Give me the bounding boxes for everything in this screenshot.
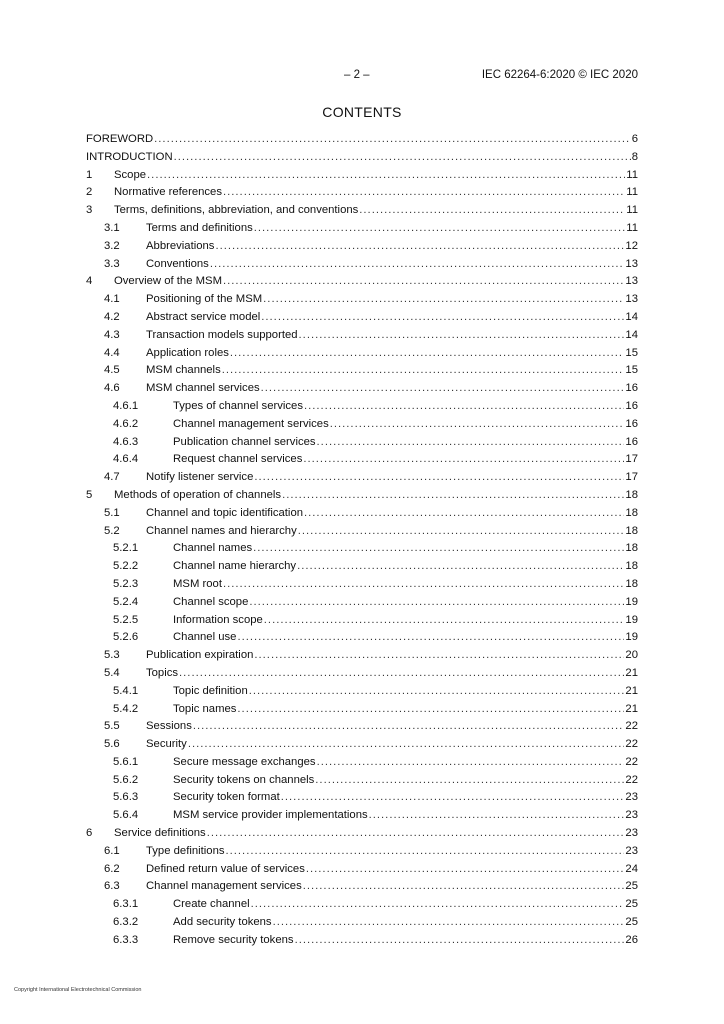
toc-entry-page: 19	[625, 595, 638, 608]
toc-entry-number: 5.2.1	[113, 542, 139, 555]
toc-entry-title: MSM channel services	[146, 382, 260, 395]
toc-entry-page: 19	[625, 613, 638, 626]
toc-entry-title: Channel name hierarchy	[173, 560, 297, 573]
toc-entry[interactable]	[86, 683, 638, 701]
dot-leader	[210, 256, 625, 274]
toc-entry-number: 3.3	[104, 257, 120, 270]
table-of-contents	[86, 131, 638, 950]
dot-leader	[261, 380, 625, 398]
toc-entry-page: 22	[625, 738, 638, 751]
toc-entry[interactable]	[86, 273, 638, 291]
dot-leader	[254, 647, 624, 665]
toc-entry-title: Abstract service model	[146, 310, 261, 323]
dot-leader	[179, 665, 624, 683]
toc-entry-page: 25	[625, 898, 638, 911]
toc-entry-title: Publication expiration	[146, 649, 254, 662]
toc-entry[interactable]	[86, 327, 638, 345]
toc-entry[interactable]	[86, 398, 638, 416]
toc-entry-title: Conventions	[146, 257, 209, 270]
toc-entry[interactable]	[86, 558, 638, 576]
dot-leader	[264, 612, 625, 630]
dot-leader	[303, 878, 625, 896]
toc-entry-page: 25	[625, 916, 638, 929]
toc-entry-number: 2	[86, 186, 93, 199]
toc-entry[interactable]	[86, 736, 638, 754]
toc-entry-number: 5.3	[104, 649, 120, 662]
toc-entry-page: 23	[625, 809, 638, 822]
toc-entry-page: 24	[625, 862, 638, 875]
toc-entry-title: FOREWORD	[86, 133, 154, 145]
toc-entry-page: 21	[625, 666, 638, 679]
toc-entry-number: 5.4	[104, 666, 120, 679]
toc-entry-title: Channel names and hierarchy	[146, 524, 297, 537]
toc-entry[interactable]	[86, 434, 638, 452]
toc-entry-title: Application roles	[146, 346, 229, 359]
dot-leader	[249, 683, 625, 701]
toc-entry[interactable]	[86, 149, 638, 167]
toc-entry-page: 18	[625, 560, 638, 573]
dot-leader	[207, 825, 625, 843]
toc-entry[interactable]	[86, 523, 638, 541]
dot-leader	[215, 238, 624, 256]
dot-leader	[223, 576, 624, 594]
toc-entry-number: 5.6.1	[113, 755, 139, 768]
toc-entry-number: 5.4.2	[113, 702, 139, 715]
toc-entry-page: 14	[625, 328, 638, 341]
toc-entry[interactable]	[86, 451, 638, 469]
toc-entry-number: 5.6.4	[113, 809, 139, 822]
toc-entry-title: Abbreviations	[146, 239, 215, 252]
dot-leader	[330, 416, 625, 434]
dot-leader	[223, 273, 624, 291]
toc-entry-title: Terms and definitions	[146, 221, 253, 234]
toc-entry-page: 22	[625, 720, 638, 733]
toc-entry[interactable]	[86, 932, 638, 950]
dot-leader	[253, 540, 624, 558]
toc-entry-title: Type definitions	[146, 844, 225, 857]
toc-entry-number: 5.2.6	[113, 631, 139, 644]
toc-entry-title: Topic names	[173, 702, 237, 715]
dot-leader	[303, 451, 624, 469]
toc-entry-title: Request channel services	[173, 453, 303, 466]
toc-entry-title: Channel names	[173, 542, 253, 555]
dot-leader	[254, 220, 626, 238]
toc-entry-page: 18	[625, 542, 638, 555]
toc-entry-number: 6.3.2	[113, 916, 139, 929]
toc-entry-page: 18	[625, 488, 638, 501]
toc-entry[interactable]	[86, 362, 638, 380]
toc-entry-page: 21	[625, 684, 638, 697]
dot-leader	[281, 789, 625, 807]
toc-entry-title: Terms, definitions, abbreviation, and conventions	[114, 204, 359, 217]
toc-entry[interactable]	[86, 416, 638, 434]
dot-leader	[254, 469, 624, 487]
toc-entry[interactable]	[86, 594, 638, 612]
toc-entry-page: 11	[626, 168, 638, 181]
dot-leader	[299, 327, 625, 345]
dot-leader	[223, 184, 625, 202]
toc-entry-number: 4.3	[104, 328, 120, 341]
dot-leader	[251, 896, 625, 914]
toc-entry[interactable]	[86, 380, 638, 398]
toc-entry[interactable]	[86, 647, 638, 665]
dot-leader	[263, 291, 624, 309]
toc-entry-title: Publication channel services	[173, 435, 316, 448]
toc-entry-page: 25	[625, 880, 638, 893]
toc-entry-number: 3	[86, 204, 93, 217]
toc-entry-title: Topics	[146, 666, 179, 679]
toc-entry-title: Positioning of the MSM	[146, 293, 263, 306]
toc-entry-page: 16	[625, 417, 638, 430]
toc-entry-title: Defined return value of services	[146, 862, 305, 875]
toc-entry-title: MSM service provider implementations	[173, 809, 368, 822]
toc-entry-page: 14	[625, 310, 638, 323]
toc-entry-number: 4.1	[104, 293, 120, 306]
toc-entry[interactable]	[86, 345, 638, 363]
dot-leader	[273, 914, 625, 932]
toc-entry-page: 20	[625, 649, 638, 662]
toc-entry-number: 4.5	[104, 364, 120, 377]
dot-leader	[249, 594, 624, 612]
toc-entry-number: 4.6.3	[113, 435, 139, 448]
toc-entry[interactable]	[86, 309, 638, 327]
toc-entry-page: 16	[625, 399, 638, 412]
dot-leader	[154, 131, 631, 149]
toc-entry-number: 4.6.2	[113, 417, 139, 430]
page-number: – 2 –	[344, 69, 370, 81]
toc-entry-page: 15	[625, 364, 638, 377]
toc-entry-page: 17	[625, 471, 638, 484]
toc-entry-title: Methods of operation of channels	[114, 488, 282, 501]
dot-leader	[315, 772, 624, 790]
toc-entry-title: Security token format	[173, 791, 280, 804]
toc-entry[interactable]	[86, 256, 638, 274]
toc-entry-title: MSM root	[173, 577, 222, 590]
toc-entry-number: 5.5	[104, 720, 120, 733]
toc-entry[interactable]	[86, 772, 638, 790]
toc-entry-page: 8	[631, 150, 638, 163]
toc-entry-page: 19	[625, 631, 638, 644]
toc-entry-title: Normative references	[114, 186, 222, 199]
toc-entry-page: 13	[625, 257, 638, 270]
toc-entry[interactable]	[86, 914, 638, 932]
dot-leader	[304, 398, 624, 416]
toc-entry-number: 5.2.3	[113, 577, 139, 590]
toc-entry-number: 5.2.4	[113, 595, 139, 608]
toc-entry[interactable]	[86, 469, 638, 487]
toc-entry-number: 6.3	[104, 880, 120, 893]
toc-entry[interactable]	[86, 487, 638, 505]
toc-entry-number: 1	[86, 168, 93, 181]
toc-entry-number: 5.2.2	[113, 560, 139, 573]
toc-entry-number: 6.2	[104, 862, 120, 875]
toc-entry[interactable]	[86, 612, 638, 630]
document-identifier: IEC 62264-6:2020 © IEC 2020	[481, 69, 638, 81]
toc-entry-page: 18	[625, 577, 638, 590]
toc-entry-page: 26	[625, 933, 638, 946]
dot-leader	[193, 718, 625, 736]
toc-entry-page: 21	[625, 702, 638, 715]
toc-entry-page: 23	[625, 791, 638, 804]
toc-entry[interactable]	[86, 789, 638, 807]
toc-entry-number: 4.2	[104, 310, 120, 323]
toc-entry[interactable]	[86, 131, 638, 149]
toc-entry-number: 5.6.2	[113, 773, 139, 786]
toc-entry-title: Channel use	[173, 631, 237, 644]
toc-entry[interactable]	[86, 202, 638, 220]
toc-entry-title: Add security tokens	[173, 916, 272, 929]
toc-entry-page: 18	[625, 506, 638, 519]
toc-entry[interactable]	[86, 238, 638, 256]
dot-leader	[317, 754, 625, 772]
toc-entry-page: 11	[626, 204, 638, 217]
dot-leader	[298, 523, 625, 541]
toc-entry-number: 5.6.3	[113, 791, 139, 804]
dot-leader	[261, 309, 624, 327]
dot-leader	[174, 149, 631, 167]
toc-entry[interactable]	[86, 825, 638, 843]
dot-leader	[226, 843, 625, 861]
dot-leader	[359, 202, 625, 220]
toc-entry-number: 4.6.4	[113, 453, 139, 466]
copyright-footer: Copyright International Electrotechnical Commission	[14, 987, 142, 993]
toc-entry-page: 22	[625, 755, 638, 768]
toc-entry-title: INTRODUCTION	[86, 150, 173, 163]
toc-entry-page: 16	[625, 435, 638, 448]
dot-leader	[317, 434, 625, 452]
toc-entry[interactable]	[86, 718, 638, 736]
dot-leader	[230, 345, 625, 363]
toc-entry-number: 5.1	[104, 506, 120, 519]
toc-entry-title: Information scope	[173, 613, 263, 626]
toc-entry-title: Scope	[114, 168, 147, 181]
toc-entry-title: Channel management services	[146, 880, 302, 893]
toc-entry-page: 11	[626, 221, 638, 234]
toc-entry-number: 5.4.1	[113, 684, 139, 697]
toc-entry-number: 4.4	[104, 346, 120, 359]
toc-entry-title: Create channel	[173, 898, 250, 911]
dot-leader	[369, 807, 625, 825]
toc-entry-number: 4.6.1	[113, 399, 139, 412]
toc-entry-title: Security tokens on channels	[173, 773, 315, 786]
toc-entry-page: 13	[625, 293, 638, 306]
toc-entry-page: 23	[625, 844, 638, 857]
toc-entry[interactable]	[86, 701, 638, 719]
toc-entry[interactable]	[86, 861, 638, 879]
dot-leader	[237, 701, 624, 719]
toc-entry-title: Service definitions	[114, 827, 206, 840]
dot-leader	[222, 362, 625, 380]
toc-entry-page: 18	[625, 524, 638, 537]
toc-entry[interactable]	[86, 540, 638, 558]
toc-entry-number: 6	[86, 827, 93, 840]
toc-entry-number: 4	[86, 275, 93, 288]
toc-entry[interactable]	[86, 878, 638, 896]
dot-leader	[304, 505, 624, 523]
toc-entry-title: Notify listener service	[146, 471, 254, 484]
toc-entry[interactable]	[86, 220, 638, 238]
toc-entry-title: Sessions	[146, 720, 192, 733]
toc-entry-title: Channel scope	[173, 595, 249, 608]
toc-entry-number: 5.6	[104, 738, 120, 751]
toc-entry-page: 17	[625, 453, 638, 466]
toc-entry[interactable]	[86, 754, 638, 772]
toc-entry[interactable]	[86, 167, 638, 185]
toc-entry-title: Topic definition	[173, 684, 248, 697]
toc-entry-page: 11	[626, 186, 638, 199]
toc-entry-title: Transaction models supported	[146, 328, 298, 341]
toc-entry[interactable]	[86, 629, 638, 647]
toc-entry-title: Security	[146, 738, 187, 751]
toc-entry[interactable]	[86, 896, 638, 914]
toc-entry-number: 3.1	[104, 221, 120, 234]
toc-entry[interactable]	[86, 807, 638, 825]
toc-entry[interactable]	[86, 184, 638, 202]
toc-entry-number: 4.7	[104, 471, 120, 484]
toc-entry[interactable]	[86, 843, 638, 861]
toc-entry[interactable]	[86, 505, 638, 523]
toc-entry-page: 6	[631, 133, 638, 145]
toc-entry-number: 6.1	[104, 844, 120, 857]
toc-entry-number: 4.6	[104, 382, 120, 395]
dot-leader	[306, 861, 625, 879]
dot-leader	[282, 487, 624, 505]
toc-entry-title: Remove security tokens	[173, 933, 294, 946]
toc-entry-page: 13	[625, 275, 638, 288]
page-title: CONTENTS	[322, 104, 402, 120]
toc-entry[interactable]	[86, 576, 638, 594]
dot-leader	[147, 167, 625, 185]
dot-leader	[295, 932, 625, 950]
page-header	[0, 69, 724, 83]
dot-leader	[237, 629, 624, 647]
toc-entry-page: 15	[625, 346, 638, 359]
toc-entry-number: 6.3.3	[113, 933, 139, 946]
toc-entry-number: 5.2.5	[113, 613, 139, 626]
toc-entry[interactable]	[86, 665, 638, 683]
toc-entry[interactable]	[86, 291, 638, 309]
toc-entry-page: 16	[625, 382, 638, 395]
toc-entry-title: MSM channels	[146, 364, 221, 377]
toc-entry-page: 23	[625, 827, 638, 840]
dot-leader	[297, 558, 624, 576]
toc-entry-number: 5.2	[104, 524, 120, 537]
toc-entry-title: Types of channel services	[173, 399, 303, 412]
toc-entry-title: Overview of the MSM	[114, 275, 222, 288]
toc-entry-title: Channel and topic identification	[146, 506, 304, 519]
toc-entry-title: Channel management services	[173, 417, 329, 430]
dot-leader	[188, 736, 625, 754]
toc-entry-page: 12	[625, 239, 638, 252]
toc-entry-number: 6.3.1	[113, 898, 139, 911]
toc-entry-number: 5	[86, 488, 93, 501]
toc-entry-page: 22	[625, 773, 638, 786]
toc-entry-title: Secure message exchanges	[173, 755, 316, 768]
toc-entry-number: 3.2	[104, 239, 120, 252]
